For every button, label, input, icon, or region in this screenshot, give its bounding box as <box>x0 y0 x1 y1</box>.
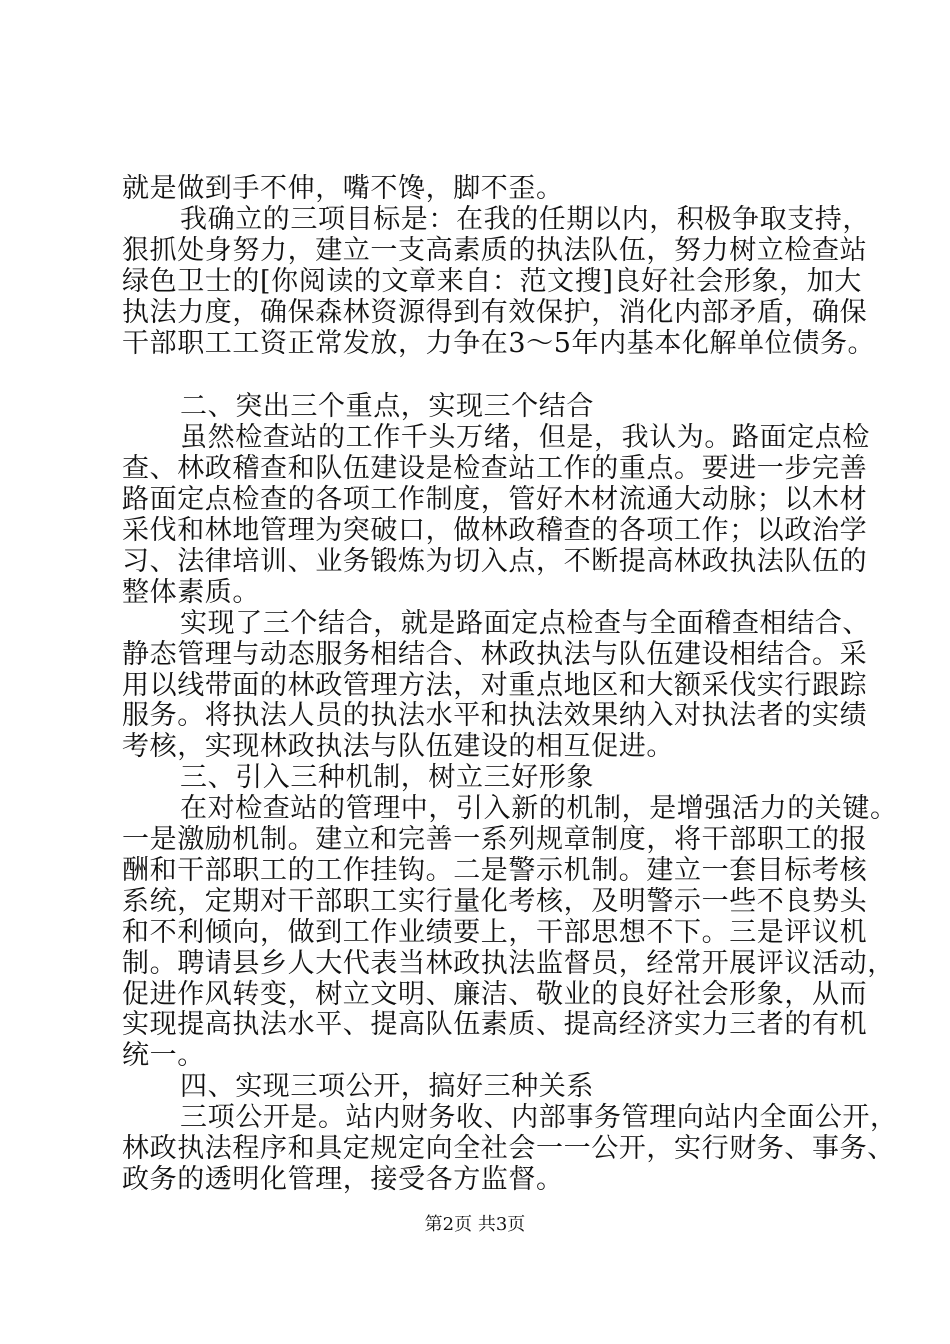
text-line: 系统，定期对干部职工实行量化考核，及明警示一些不良势头 <box>122 886 868 917</box>
text-line: 酬和干部职工的工作挂钩。二是警示机制。建立一套目标考核 <box>122 855 868 886</box>
text-line: 林政执法程序和具定规定向全社会一一公开，实行财务、事务、 <box>122 1133 895 1164</box>
text-line: 实现提高执法水平、提高队伍素质、提高经济实力三者的有机 <box>122 1009 868 1040</box>
text-line: 统一。 <box>122 1040 205 1071</box>
text-line: 三项公开是。站内财务收、内部事务管理向站内全面公开， <box>180 1102 898 1133</box>
page-number: 第2页 共3页 <box>424 1214 526 1235</box>
text-line: 制。聘请县乡人大代表当林政执法监督员，经常开展评议活动， <box>122 948 895 979</box>
text-line: 整体素质。 <box>122 577 260 608</box>
section-heading: 四、实现三项公开，搞好三种关系 <box>180 1071 594 1102</box>
text-line: 绿色卫士的[你阅读的文章来自：范文搜]良好社会形象，加大 <box>122 266 862 297</box>
text-line: 考核，实现林政执法与队伍建设的相互促进。 <box>122 731 674 762</box>
text-line: 在对检查站的管理中，引入新的机制，是增强活力的关键。 <box>180 793 898 824</box>
text-line: 静态管理与动态服务相结合、林政执法与队伍建设相结合。采 <box>122 639 868 670</box>
text-line: 我确立的三项目标是：在我的任期以内，积极争取支持， <box>180 204 870 235</box>
text-line: 虽然检查站的工作千头万绪，但是，我认为。路面定点检 <box>180 422 870 453</box>
text-line: 用以线带面的林政管理方法，对重点地区和大额采伐实行跟踪 <box>122 670 868 701</box>
text-line: 路面定点检查的各项工作制度，管好木材流通大动脉；以木材 <box>122 484 868 515</box>
text-line: 实现了三个结合，就是路面定点检查与全面稽查相结合、 <box>180 608 870 639</box>
text-line: 促进作风转变，树立文明、廉洁、敬业的良好社会形象，从而 <box>122 979 868 1010</box>
text-line: 服务。将执法人员的执法水平和执法效果纳入对执法者的实绩 <box>122 700 868 731</box>
text-line: 干部职工工资正常发放，力争在3～5年内基本化解单位债务。 <box>122 328 876 359</box>
text-line: 和不利倾向，做到工作业绩要上，干部思想不下。三是评议机 <box>122 917 868 948</box>
section-heading: 二、突出三个重点，实现三个结合 <box>180 391 594 422</box>
text-line: 执法力度，确保森林资源得到有效保护，消化内部矛盾，确保 <box>122 297 868 328</box>
text-line: 采伐和林地管理为突破口，做林政稽查的各项工作；以政治学 <box>122 515 868 546</box>
section-heading: 三、引入三种机制，树立三好形象 <box>180 762 594 793</box>
text-line: 就是做到手不伸，嘴不馋，脚不歪。 <box>122 173 564 204</box>
text-line: 狠抓处身努力，建立一支高素质的执法队伍，努力树立检查站 <box>122 235 868 266</box>
text-line: 查、林政稽查和队伍建设是检查站工作的重点。要进一步完善 <box>122 453 868 484</box>
text-line: 习、法律培训、业务锻炼为切入点，不断提高林政执法队伍的 <box>122 546 868 577</box>
text-line: 一是激励机制。建立和完善一系列规章制度，将干部职工的报 <box>122 824 868 855</box>
text-line: 政务的透明化管理，接受各方监督。 <box>122 1164 564 1195</box>
